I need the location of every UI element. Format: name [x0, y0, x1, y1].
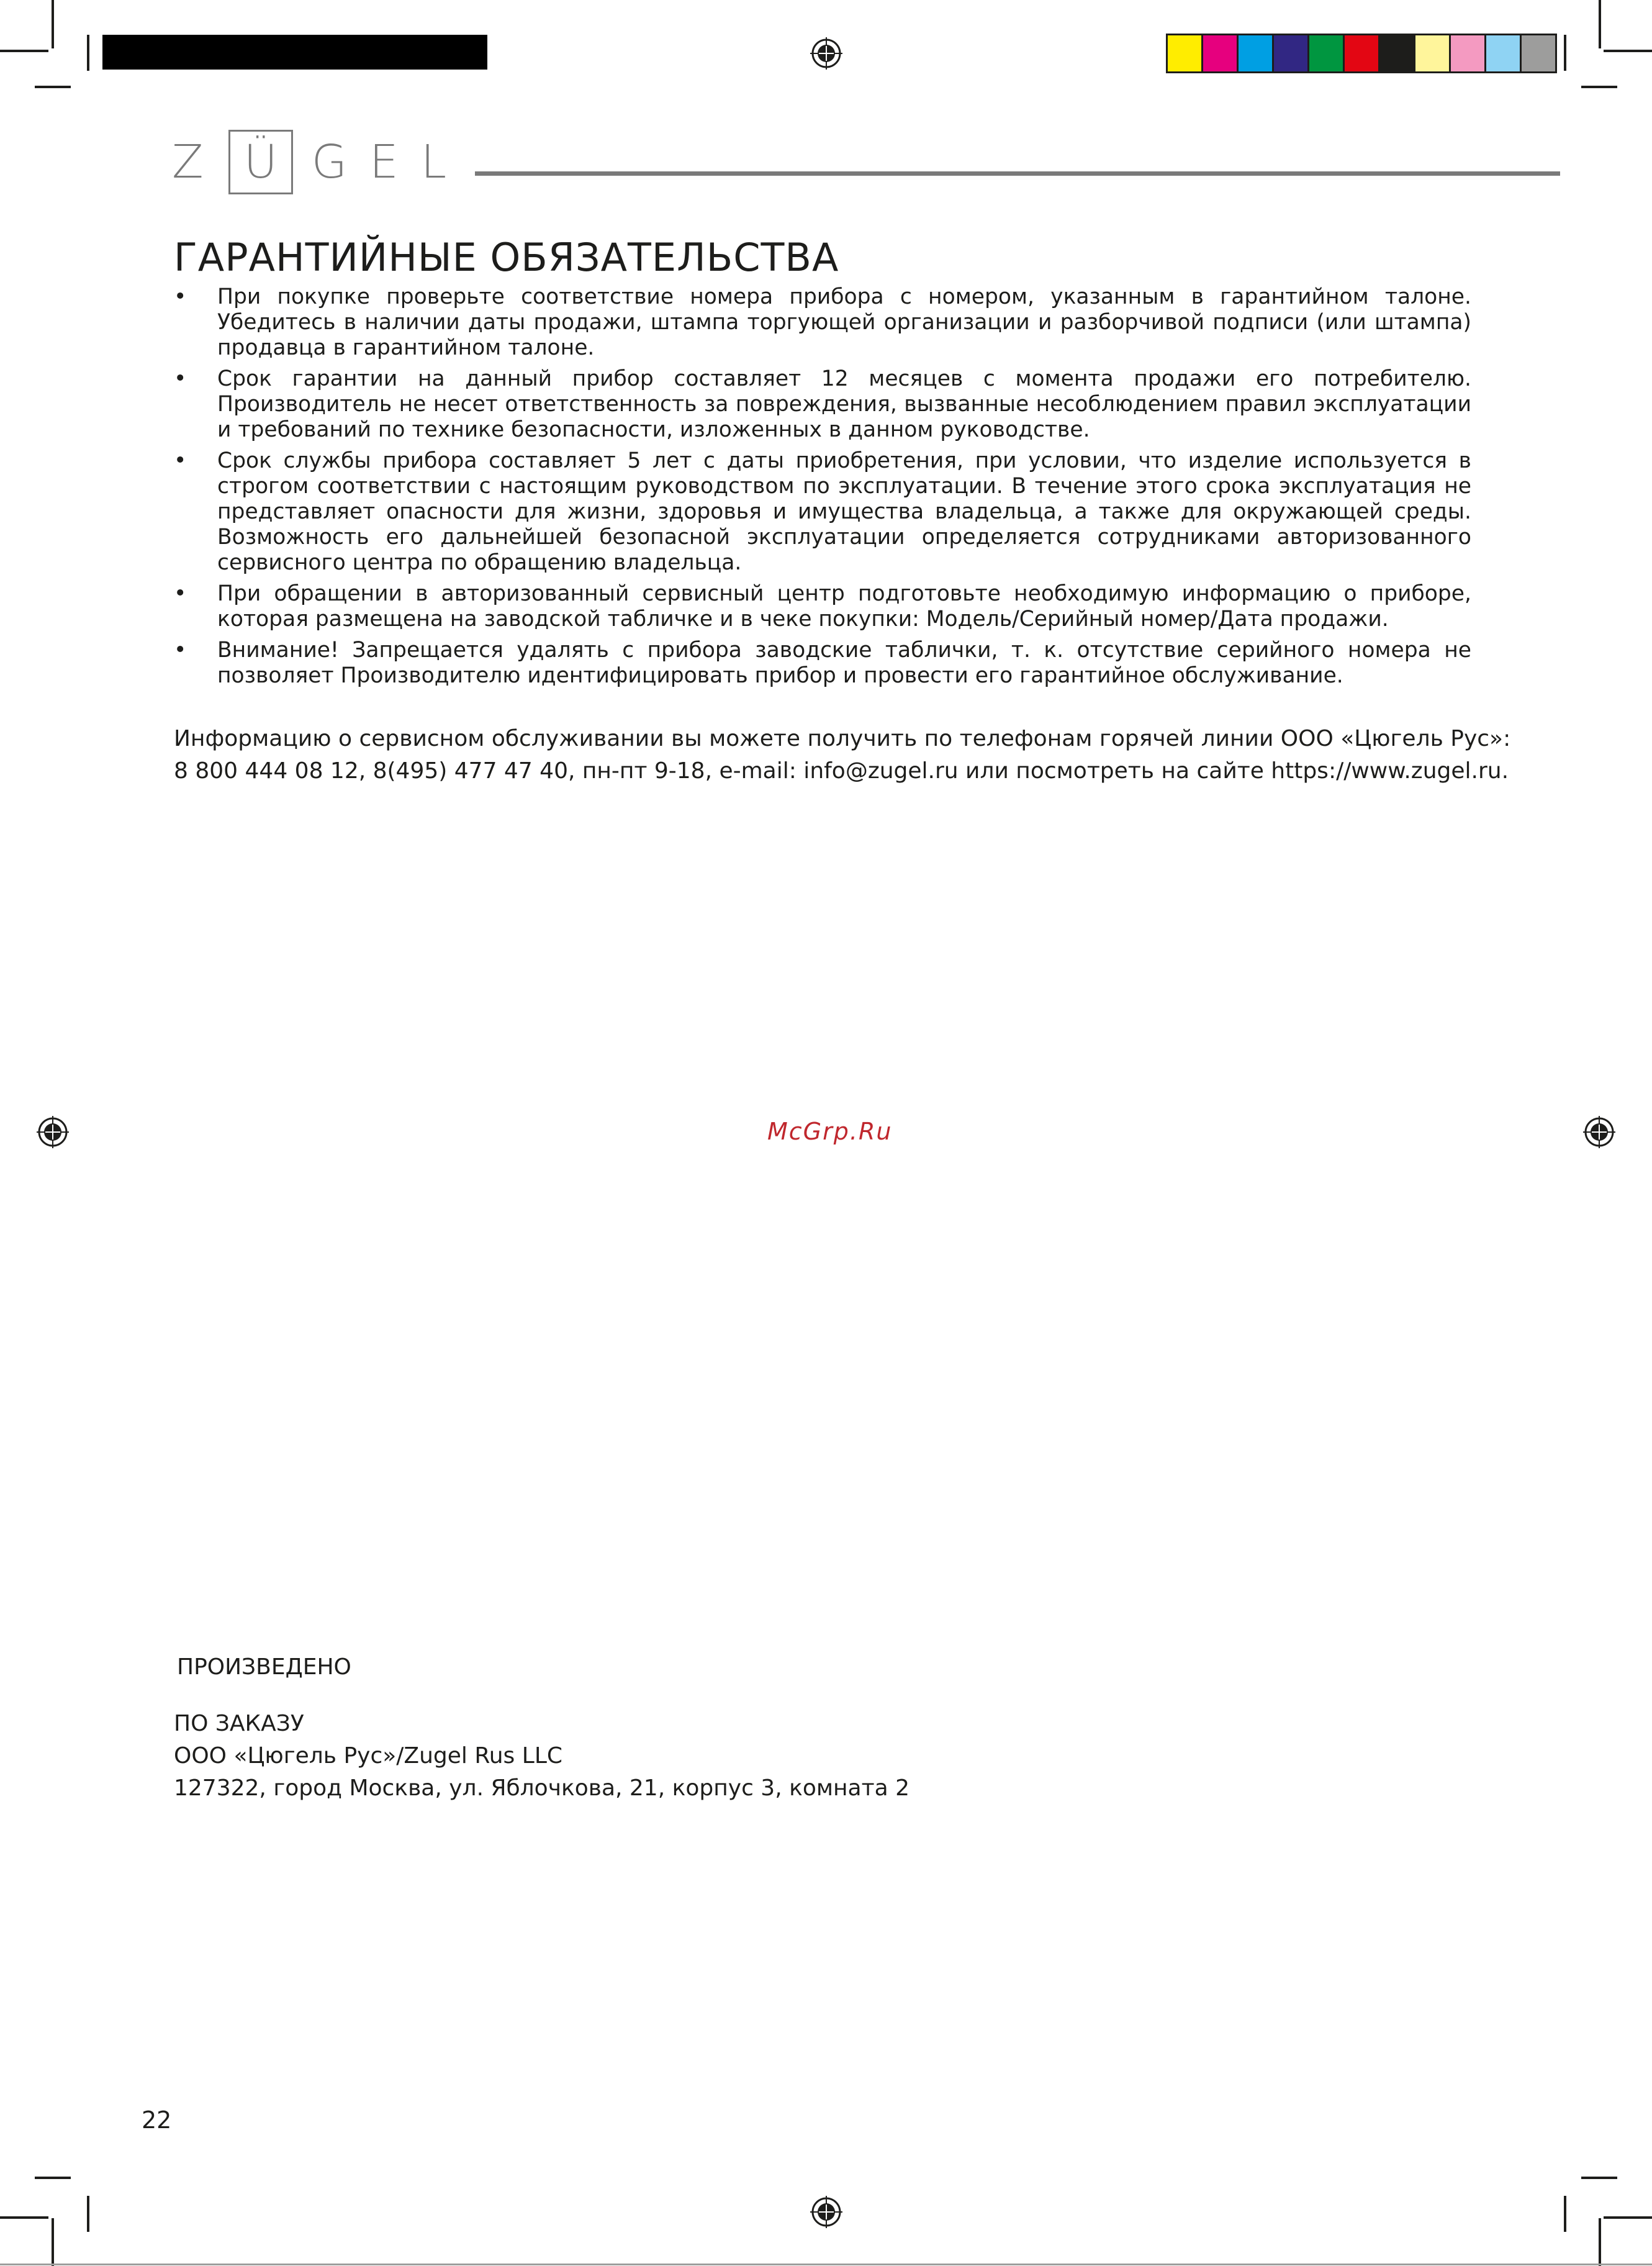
color-swatch [1522, 35, 1555, 71]
color-swatch [1345, 35, 1380, 71]
color-swatches [1166, 34, 1557, 73]
crop-mark [1564, 35, 1566, 71]
bullet-icon: • [174, 366, 187, 391]
list-item-text: При покупке проверьте соответствие номера прибора с номером, указанным в гарантийном талоне. Убедитесь в наличии даты продажи, штампа торгующей организации и разборчивой подписи (или штампа) продавца в гарантийном талоне. [217, 284, 1471, 360]
color-swatch [1203, 35, 1239, 71]
brand-logo [172, 127, 446, 197]
page-number: 22 [142, 2106, 172, 2134]
logo-letter: E [369, 135, 399, 189]
color-swatch [1309, 35, 1345, 71]
bullet-icon: • [174, 581, 187, 606]
crop-mark [1604, 50, 1652, 52]
list-item-text: Срок гарантии на данный прибор составляет 12 месяцев с момента продажи его потребителю. Производитель не несет ответственность за повреждения, вызванные несоблюдением правил эксплуатации и требований по технике безопасности, изложенных в данном руководстве. [217, 366, 1471, 442]
crop-mark [52, 2218, 54, 2266]
bullet-icon: • [174, 448, 187, 473]
crop-mark [0, 50, 48, 52]
crop-mark [0, 2216, 48, 2219]
order-block [174, 1708, 910, 1805]
color-swatch [1274, 35, 1309, 71]
header-rule [475, 171, 1560, 176]
bullet-icon: • [174, 638, 187, 663]
crosshair-target-icon [37, 1116, 69, 1148]
crosshair-target-icon [810, 2196, 842, 2228]
crop-mark [1581, 2177, 1617, 2179]
order-label: ПО ЗАКАЗУ [174, 1711, 304, 1736]
logo-letter: Z [172, 135, 204, 189]
list-item-text: Внимание! Запрещается удалять с прибора заводские таблички, т. к. отсутствие серийного номера не позволяет Производителю идентифицировать прибор и провести его гарантийное обслуживание. [217, 638, 1471, 688]
watermark: McGrp.Ru [767, 1118, 893, 1145]
color-swatch [1451, 35, 1486, 71]
crosshair-target-icon [810, 37, 842, 70]
color-swatch [1486, 35, 1522, 71]
crop-mark [52, 0, 54, 48]
bottom-edge-line [0, 2264, 1652, 2265]
crop-mark [1604, 2216, 1652, 2219]
list-item [174, 284, 1471, 361]
color-swatch [1239, 35, 1274, 71]
list-item [174, 448, 1471, 576]
color-swatch [1415, 35, 1451, 71]
company-name: ООО «Цюгель Рус»/Zugel Rus LLC [174, 1743, 563, 1769]
list-item-text: При обращении в авторизованный сервисный центр подготовьте необходимую информацию о приборе, которая размещена на заводской табличке и в чеке покупки: Модель/Серийный номер/Дата продажи. [217, 581, 1471, 632]
crop-mark [35, 86, 71, 88]
company-address: 127322, город Москва, ул. Яблочкова, 21, корпус 3, комната 2 [174, 1775, 910, 1801]
list-item [174, 581, 1471, 632]
list-item [174, 366, 1471, 443]
service-contacts: 8 800 444 08 12, 8(495) 477 47 40, пн-пт 9-18, e-mail: info@zugel.ru или посмотреть на сайте https://www.zugel.ru. [174, 758, 1509, 784]
logo-letter-box [228, 130, 293, 194]
crop-mark [1564, 2196, 1566, 2232]
list-item [174, 638, 1471, 689]
crop-mark [1599, 0, 1601, 48]
crop-mark [35, 2177, 71, 2179]
bullet-icon: • [174, 284, 187, 309]
logo-letter: Ü [243, 135, 278, 189]
page-title: ГАРАНТИЙНЫЕ ОБЯЗАТЕЛЬСТВА [174, 235, 839, 280]
black-color-bar [102, 35, 487, 70]
crop-mark [87, 35, 89, 71]
warranty-list [174, 284, 1471, 694]
logo-letter: G [311, 135, 348, 189]
color-swatch [1168, 35, 1203, 71]
service-info-line: Информацию о сервисном обслуживании вы можете получить по телефонам горячей линии ООО «Цюгель Рус»: [174, 726, 1511, 751]
service-info [174, 723, 1510, 787]
logo-letter: L [420, 135, 447, 189]
crop-mark [1599, 2218, 1601, 2266]
crop-mark [1581, 86, 1617, 88]
color-swatch [1380, 35, 1415, 71]
produced-label: ПРОИЗВЕДЕНО [177, 1654, 351, 1680]
crosshair-target-icon [1583, 1116, 1615, 1148]
list-item-text: Срок службы прибора составляет 5 лет с даты приобретения, при условии, что изделие используется в строгом соответствии с настоящим руководством по эксплуатации. В течение этого срока эксплуатация не представляет опасности для жизни, здоровья и имущества владельца, а также для окружающей среды. Возможность его дальнейшей безопасной эксплуатации определяется сотрудниками авторизованного сервисного центра по обращению владельца. [217, 448, 1471, 575]
crop-mark [87, 2196, 89, 2232]
